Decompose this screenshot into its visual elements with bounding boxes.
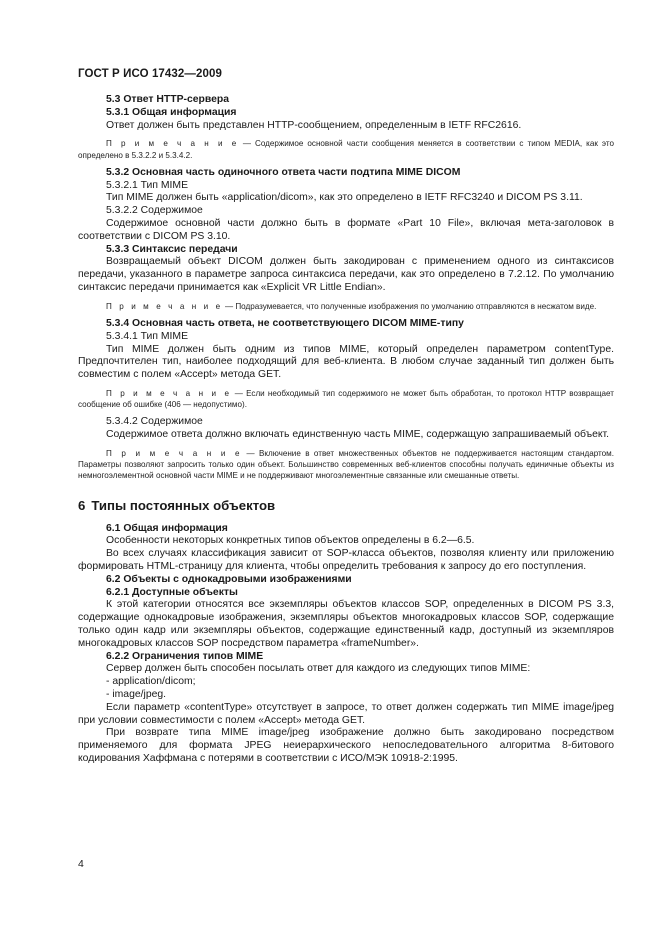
section-5-3-2-1-text: Тип MIME должен быть «application/dicom», как это определено в IETF RFC3240 и DICOM PS 3.11.	[106, 192, 583, 204]
section-6-2-2-text-2: Если параметр «contentType» отсутствует в запросе, то ответ должен содержать тип MIME image/jpeg при условии совместимости с полем «Accept» метода GET.	[78, 701, 614, 726]
section-6-2-2-heading: 6.2.2 Ограничения типов MIME	[106, 650, 264, 662]
note-3-text: — Если необходимый тип содержимого не может быть обработан, то протокол HTTP возвращает сообщение об ошибке (406 — недопустимо).	[78, 388, 614, 410]
section-5-3-4-heading: 5.3.4 Основная часть ответа, не соответствующего DICOM MIME-типу	[106, 317, 464, 329]
note-3-label: П р и м е ч а н и е	[106, 388, 232, 398]
section-5-3-2-heading: 5.3.2 Основная часть одиночного ответа части подтипа MIME DICOM	[106, 166, 461, 178]
section-5-3-2-2-text: Содержимое основной части должно быть в формате «Part 10 File», включая мета-заголовок в соответствии с DICOM PS 3.10.	[78, 217, 614, 242]
section-6-2-1-heading: 6.2.1 Доступные объекты	[106, 586, 238, 598]
page-number: 4	[78, 859, 84, 870]
document-body	[78, 94, 614, 766]
note-1-text: — Содержимое основной части сообщения меняется в соответствии с типом MEDIA, как это определено в 5.3.2.2 и 5.3.4.2.	[78, 139, 614, 160]
section-5-3-2-1-heading: 5.3.2.1 Тип MIME	[106, 179, 188, 191]
section-6-number: 6	[78, 497, 86, 513]
section-5-3-1-heading: 5.3.1 Общая информация	[106, 106, 237, 118]
section-5-3-2-2-heading: 5.3.2.2 Содержимое	[106, 205, 203, 217]
note-1-label: П р и м е ч а н и е	[106, 139, 239, 149]
note-4-label: П р и м е ч а н и е	[106, 448, 243, 458]
section-6-1-text-1: Особенности некоторых конкретных типов объектов определены в 6.2—6.5.	[106, 535, 475, 547]
note-4	[78, 448, 614, 482]
section-6-heading	[78, 498, 614, 513]
section-5-3-4-2-heading: 5.3.4.2 Содержимое	[106, 416, 203, 428]
list-item: - application/dicom;	[106, 676, 196, 688]
section-5-3-3-heading: 5.3.3 Синтаксис передачи	[106, 243, 238, 255]
section-6-1-text-2: Во всех случаях классификация зависит от SOP-класса объектов, позволяя клиенту или приложению формировать HTML-страницу для клиента, чтобы определить требования к запросу до его поступления.	[78, 548, 614, 572]
note-2-text: — Подразумевается, что полученные изображения по умолчанию отправляются в несжатом виде.	[222, 301, 597, 311]
section-5-3-4-2-text: Содержимое ответа должно включать единственную часть MIME, содержащую запрашиваемый объект.	[106, 429, 610, 441]
section-6-2-2-intro: Сервер должен быть способен посылать ответ для каждого из следующих типов MIME:	[106, 663, 531, 675]
section-6-1-heading: 6.1 Общая информация	[106, 522, 228, 534]
section-5-3-4-1-heading: 5.3.4.1 Тип MIME	[106, 330, 188, 342]
section-5-3-heading: 5.3 Ответ HTTP-сервера	[106, 94, 230, 105]
section-5-3-4-1-text: Тип MIME должен быть одним из типов MIME, который определен параметром contentType. Предпочтителен тип, наиболее подходящий для веб-клиента. В любом случае заданный тип должен быть совместим с полем «Accept» метода GET.	[78, 343, 614, 381]
section-5-3-1-text: Ответ должен быть представлен HTTP-сообщением, определенным в IETF RFC2616.	[106, 119, 522, 131]
list-item: - image/jpeg.	[106, 688, 167, 700]
note-2-label: П р и м е ч а н и е	[106, 301, 223, 311]
section-5-3-3-text: Возвращаемый объект DICOM должен быть закодирован с применением одного из синтаксисов передачи, указанного в параметре запроса синтаксиса передачи, как это определено в 7.2.12. По умолчанию синтаксис передачи принимается как «Explicit VR Little Endian».	[78, 256, 614, 293]
section-6-2-1-text: К этой категории относятся все экземпляры объектов классов SOP, определенных в DICOM PS 3.3, содержащие однокадровые изображения, экземпляры объектов многокадровых классов SOP, содержащие только один кадр или экземпляры объектов, содержащие единственный кадр, доступный из экземпляров многокадровых классов SOP посредством параметра «frameNumber».	[78, 599, 614, 649]
note-2	[78, 301, 614, 312]
section-6-2-heading: 6.2 Объекты с однокадровыми изображениями	[106, 573, 352, 585]
section-6-2-2-text-3: При возврате типа MIME image/jpeg изображение должно быть закодировано посредством применяемого для формата JPEG неиерархического непоследовательного алгоритма 8-битового кодирования Хаффмана с потерями в соответствии с ИСО/МЭК 10918-2:1995.	[78, 727, 614, 764]
section-6-title: Типы постоянных объектов	[91, 497, 276, 513]
note-3	[78, 388, 614, 410]
document-header: ГОСТ Р ИСО 17432—2009	[78, 68, 223, 80]
note-4-text: — Включение в ответ множественных объектов не поддерживается настоящим стандартом. Параметры позволяют запросить только один объект. Большинство современных веб-клиентов способны получать единичные объекты из немногоэлементной основной части MIME и не поддерживают многоэлементные связанные или смешанные ответы.	[78, 448, 614, 481]
note-1	[78, 138, 614, 160]
